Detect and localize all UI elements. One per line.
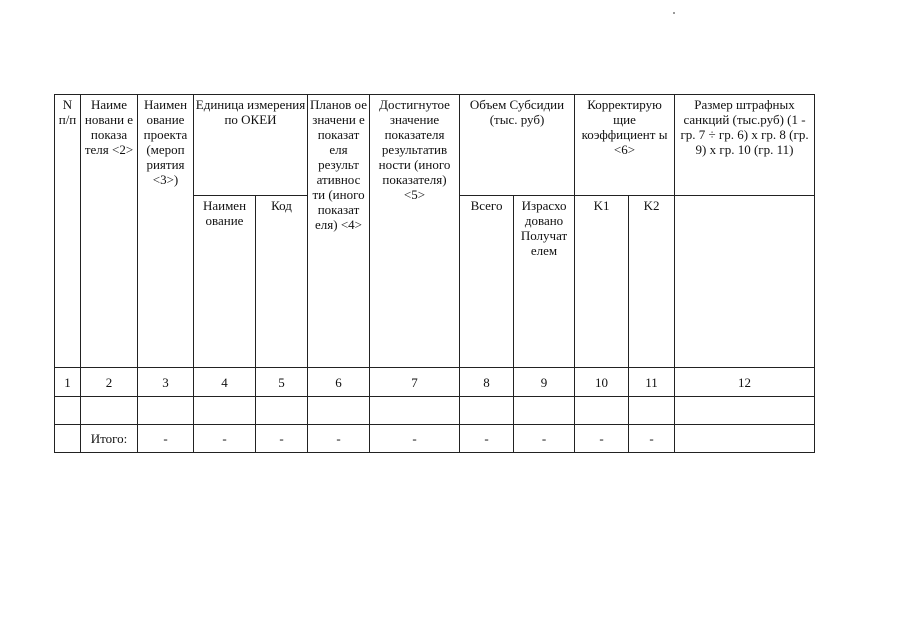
total-dash: - bbox=[138, 425, 194, 453]
header-row-1 bbox=[55, 95, 815, 196]
empty-cell bbox=[256, 397, 308, 425]
column-number: 8 bbox=[460, 368, 514, 397]
total-dash: - bbox=[629, 425, 675, 453]
total-dash: - bbox=[370, 425, 460, 453]
empty-cell bbox=[575, 397, 629, 425]
column-number: 1 bbox=[55, 368, 81, 397]
header-penalty: Размер штрафных санкций (тыс.руб) (1 - гр. 7 ÷ гр. 6) х гр. 8 (гр. 9) х гр. 10 (гр. 11) bbox=[675, 95, 815, 196]
empty-cell bbox=[138, 397, 194, 425]
column-number: 7 bbox=[370, 368, 460, 397]
header-subsidy-total: Всего bbox=[460, 196, 514, 368]
scan-speck bbox=[673, 12, 675, 14]
header-coef-k1: K1 bbox=[575, 196, 629, 368]
total-dash: - bbox=[575, 425, 629, 453]
column-number: 9 bbox=[514, 368, 575, 397]
header-unit: Единица измерения по ОКЕИ bbox=[194, 95, 308, 196]
total-dash: - bbox=[460, 425, 514, 453]
column-number: 11 bbox=[629, 368, 675, 397]
header-project: Наимен ование проекта (мероп риятия <3>) bbox=[138, 95, 194, 368]
empty-cell bbox=[460, 397, 514, 425]
header-coef: Корректирую щие коэффициент ы <6> bbox=[575, 95, 675, 196]
column-number: 3 bbox=[138, 368, 194, 397]
empty-cell bbox=[675, 397, 815, 425]
total-dash: - bbox=[194, 425, 256, 453]
empty-cell bbox=[81, 397, 138, 425]
total-dash: - bbox=[308, 425, 370, 453]
header-achieved: Достигнутое значение показателя результатив ности (иного показателя) <5> bbox=[370, 95, 460, 368]
header-indicator: Наиме новани е показа теля <2> bbox=[81, 95, 138, 368]
empty-cell bbox=[55, 397, 81, 425]
empty-cell bbox=[629, 397, 675, 425]
header-planned: Планов ое значени е показат еля результ ативнос ти (иного показат еля) <4> bbox=[308, 95, 370, 368]
column-number-row bbox=[55, 368, 815, 397]
column-number: 12 bbox=[675, 368, 815, 397]
header-unit-code: Код bbox=[256, 196, 308, 368]
header-subsidy: Объем Субсидии (тыс. руб) bbox=[460, 95, 575, 196]
total-row bbox=[55, 425, 815, 453]
column-number: 2 bbox=[81, 368, 138, 397]
total-label: Итого: bbox=[81, 425, 138, 453]
header-num: N п/п bbox=[55, 95, 81, 368]
header-coef-k2: K2 bbox=[629, 196, 675, 368]
empty-data-row bbox=[55, 397, 815, 425]
header-subsidy-spent: Израсхо довано Получат елем bbox=[514, 196, 575, 368]
total-blank-cell bbox=[55, 425, 81, 453]
column-number: 5 bbox=[256, 368, 308, 397]
total-dash: - bbox=[514, 425, 575, 453]
empty-cell bbox=[370, 397, 460, 425]
column-number: 10 bbox=[575, 368, 629, 397]
total-blank-cell bbox=[675, 425, 815, 453]
penalty-table bbox=[54, 94, 815, 453]
empty-cell bbox=[514, 397, 575, 425]
empty-cell bbox=[308, 397, 370, 425]
column-number: 6 bbox=[308, 368, 370, 397]
header-penalty-blank bbox=[675, 196, 815, 368]
header-unit-name: Наимен ование bbox=[194, 196, 256, 368]
total-dash: - bbox=[256, 425, 308, 453]
empty-cell bbox=[194, 397, 256, 425]
column-number: 4 bbox=[194, 368, 256, 397]
